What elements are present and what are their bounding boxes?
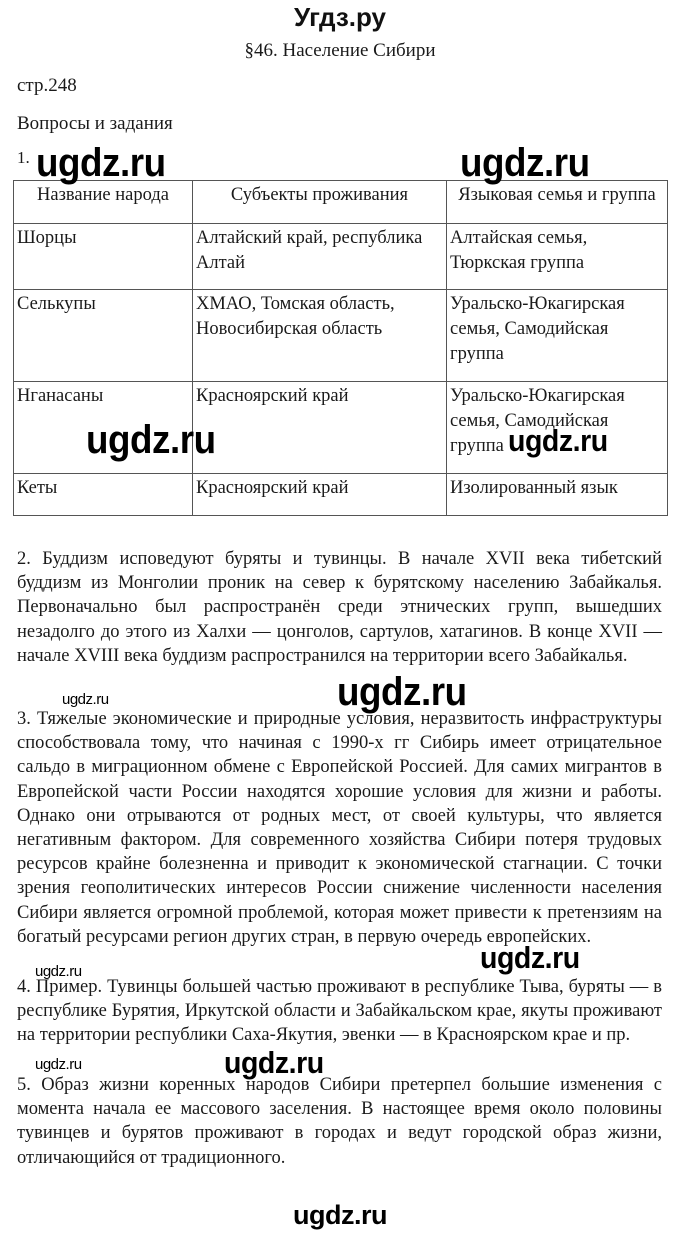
- answer-3: 3. Тяжелые экономические и природные условия, неразвитость инфраструктуры способствовала тому, что начиная с 1990-х гг Сибирь имеет отрицательное сальдо в миграционном обмене с Европейской Россией. Для самих мигрантов в Европейской части России находятся хорошие условия для жизни и работы. Однако они отрываются от родных мест, от своей культуры, что является негативным фактором. Для современного хозяйства Сибири потеря трудовых ресурсов крайне болезненна и приводит к экономической стагнации. С точки зрения геополитических интересов России снижение численности населения Сибири является огромной проблемой, которая может привести к претензиям на богатый ресурсами регион других стран, в первую очередь европейских.: [17, 709, 662, 947]
- watermark: ugdz.ru: [35, 1056, 82, 1073]
- watermark: ugdz.ru: [36, 141, 166, 185]
- watermark: ugdz.ru: [35, 963, 82, 980]
- section-title: §46. Население Сибири: [244, 40, 436, 61]
- cell-people: Селькупы: [14, 290, 193, 382]
- peoples-table: [13, 180, 668, 516]
- watermark: ugdz.ru: [460, 141, 590, 185]
- cell-regions: Алтайский край, республика Алтай: [193, 224, 447, 290]
- cell-people: Кеты: [14, 474, 193, 516]
- watermark: ugdz.ru: [62, 691, 109, 708]
- column-header-regions: Субъекты проживания: [193, 181, 447, 224]
- cell-language: Алтайская семья, Тюркская группа: [447, 224, 668, 290]
- table-row: [14, 290, 668, 382]
- watermark: ugdz.ru: [337, 670, 467, 714]
- table-header-row: [14, 181, 668, 224]
- answer-2: 2. Буддизм исповедуют буряты и тувинцы. В начале XVII века тибетский буддизм из Монголии проник на север к бурятскому населению Забайкалья. Первоначально был распространён среди этнических групп, вышедших незадолго до этого из Халхи — цонголов, сартулов, хатагинов. В конце XVII — начале XVIII века буддизм распространился на территории всего Забайкалья.: [17, 549, 662, 666]
- answer-4: 4. Пример. Тувинцы большей частью проживают в республике Тыва, буряты — в республике Бурятия, Иркутской области и Забайкальском крае, якуты проживают на территории республики Саха-Якутия, эвенки — в Красноярском крае и пр.: [17, 977, 662, 1046]
- watermark: ugdz.ru: [508, 423, 608, 458]
- watermark: ugdz.ru: [86, 418, 216, 462]
- cell-language: Уральско-Юкагирская семья, Самодийская группа: [447, 382, 668, 474]
- page-reference: стр.248: [17, 75, 77, 96]
- footer-watermark: ugdz.ru: [293, 1200, 387, 1230]
- cell-people: Шорцы: [14, 224, 193, 290]
- task-number-1: 1.: [17, 148, 30, 167]
- table-row: [14, 224, 668, 290]
- column-header-language: Языковая семья и группа: [447, 181, 668, 224]
- cell-language: Уральско-Юкагирская семья, Самодийская группа: [447, 290, 668, 382]
- column-header-people: Название народа: [14, 181, 193, 224]
- cell-language: Изолированный язык: [447, 474, 668, 516]
- cell-regions: Красноярский край: [193, 474, 447, 516]
- site-title: Угдз.ру: [294, 2, 386, 32]
- watermark: ugdz.ru: [224, 1045, 324, 1080]
- table-row: [14, 474, 668, 516]
- cell-regions: Красноярский край: [193, 382, 447, 474]
- questions-heading: Вопросы и задания: [17, 113, 173, 134]
- watermark: ugdz.ru: [480, 940, 580, 975]
- cell-regions: ХМАО, Томская область, Новосибирская область: [193, 290, 447, 382]
- cell-people: Нганасаны: [14, 382, 193, 474]
- answer-5: 5. Образ жизни коренных народов Сибири претерпел большие изменения с момента начала ее массового заселения. В настоящее время около половины тувинцев и бурятов проживают в городах и ведут городской образ жизни, отличающийся от традиционного.: [17, 1075, 662, 1168]
